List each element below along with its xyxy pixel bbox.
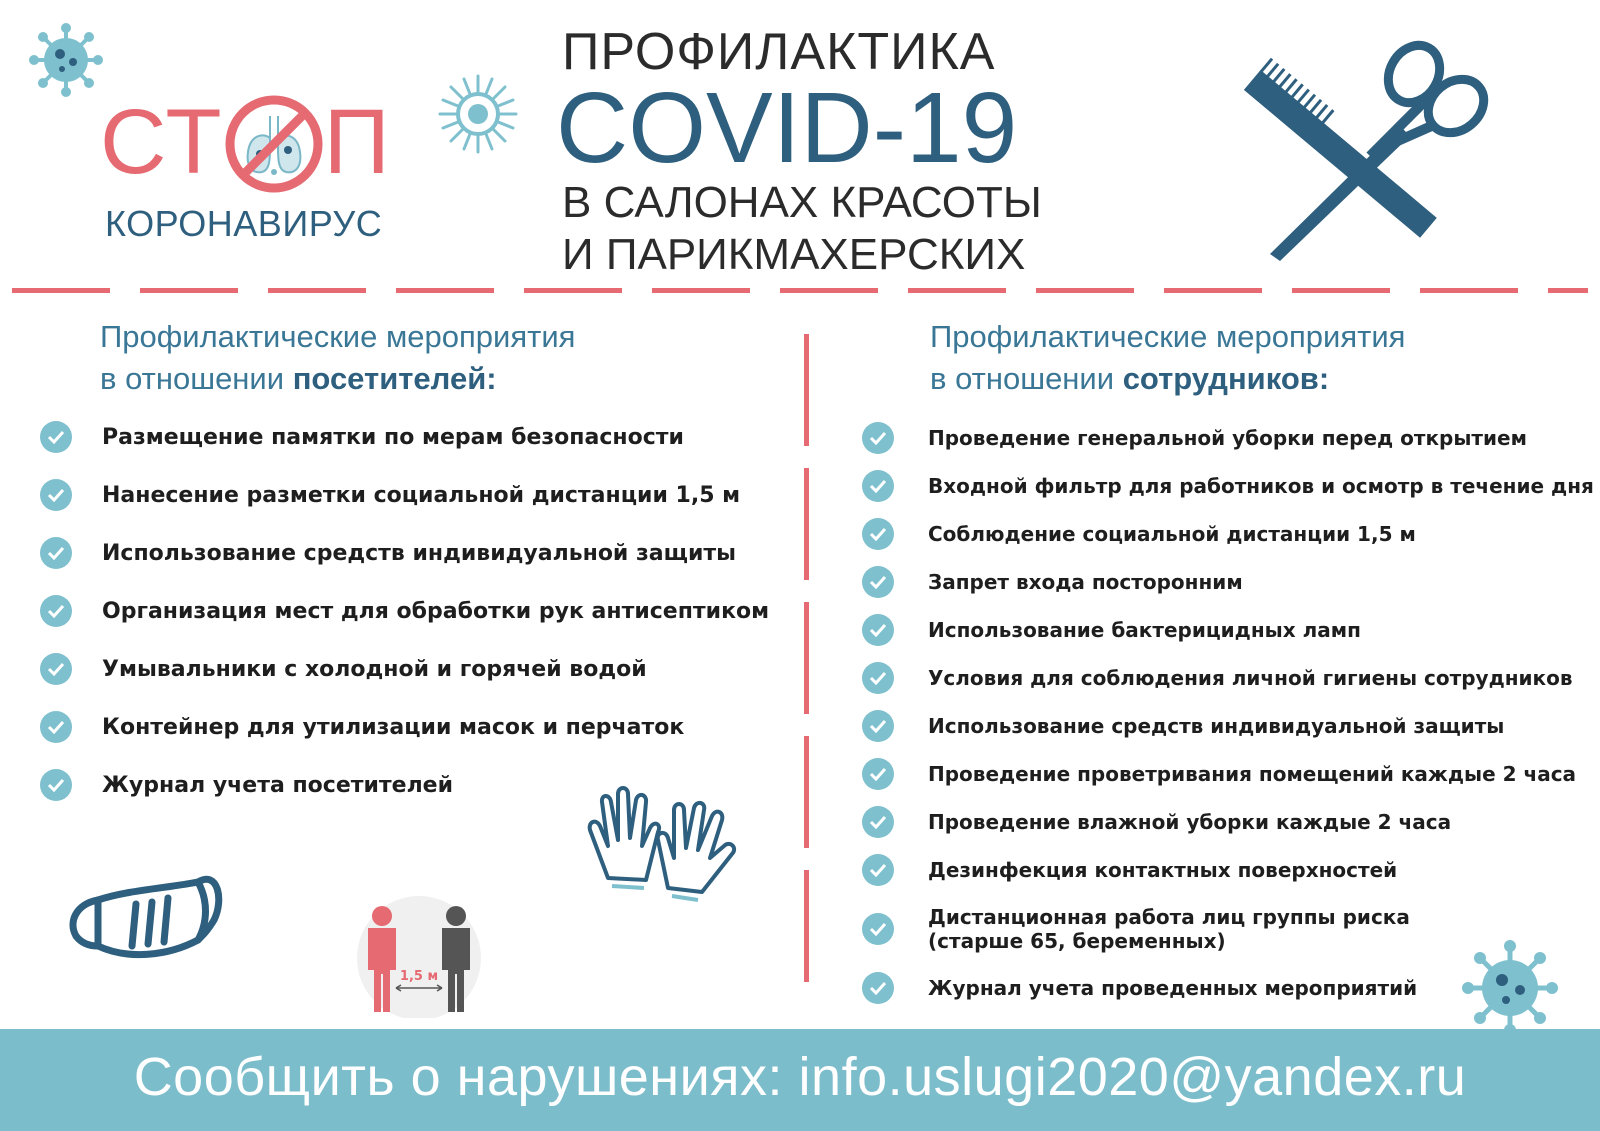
lungs-icon: [222, 92, 326, 196]
list-item-label: Проведение генеральной уборки перед открытием: [928, 426, 1527, 450]
check-icon: [862, 854, 894, 886]
visitors-heading: [100, 316, 575, 400]
title-line-4: И ПАРИКМАХЕРСКИХ: [562, 230, 1026, 279]
list-item-label-line2: (старше 65, беременных): [928, 929, 1226, 953]
visitors-list: [40, 408, 769, 814]
list-item-label: Организация мест для обработки рук антисептиком: [102, 598, 770, 624]
list-item: [862, 964, 1594, 1012]
list-item-label: Контейнер для утилизации масок и перчаток: [102, 714, 685, 740]
check-icon: [862, 913, 894, 945]
vertical-divider: [804, 334, 809, 994]
check-icon: [862, 710, 894, 742]
check-icon: [862, 758, 894, 790]
list-item-label: Размещение памятки по мерам безопасности: [102, 424, 684, 450]
list-item-label: Условия для соблюдения личной гигиены сотрудников: [928, 666, 1573, 690]
virus-icon: [436, 72, 520, 156]
scissors-icon: [1250, 36, 1490, 266]
list-item: [40, 408, 769, 466]
list-item: [40, 524, 769, 582]
employees-heading: [930, 316, 1405, 400]
check-icon: [862, 806, 894, 838]
list-item-label: Журнал учета проведенных мероприятий: [928, 976, 1418, 1000]
check-icon: [862, 566, 894, 598]
check-icon: [862, 614, 894, 646]
check-icon: [40, 421, 72, 453]
list-item-label: Нанесение разметки социальной дистанции 1,5 м: [102, 482, 741, 508]
mask-icon: [58, 860, 228, 970]
list-item: [40, 698, 769, 756]
list-item-label: Запрет входа посторонним: [928, 570, 1243, 594]
list-item: [862, 750, 1594, 798]
list-item-label: Проведение проветривания помещений каждые 2 часа: [928, 762, 1577, 786]
check-icon: [40, 537, 72, 569]
employees-heading-line2: [930, 358, 1405, 400]
list-item-label: Дезинфекция контактных поверхностей: [928, 858, 1398, 882]
list-item: [40, 640, 769, 698]
employees-heading-prefix: в отношении: [930, 361, 1123, 396]
list-item-label: Использование средств индивидуальной защиты: [928, 714, 1505, 738]
list-item: [862, 846, 1594, 894]
list-item: [862, 606, 1594, 654]
list-item: [862, 462, 1594, 510]
list-item-label: Использование бактерицидных ламп: [928, 618, 1361, 642]
stop-word-part1: СТ: [100, 91, 224, 193]
title-line-3: В САЛОНАХ КРАСОТЫ: [562, 178, 1042, 227]
visitors-heading-line1: Профилактические мероприятия: [100, 319, 576, 354]
stop-subtitle: КОРОНАВИРУС: [105, 203, 383, 244]
list-item-label: Входной фильтр для работников и осмотр в течение дня: [928, 474, 1594, 498]
list-item: [40, 582, 769, 640]
list-item: [862, 558, 1594, 606]
check-icon: [862, 422, 894, 454]
virus-icon: [28, 22, 104, 98]
distance-label: 1,5 м: [399, 969, 439, 984]
list-item-label: Соблюдение социальной дистанции 1,5 м: [928, 522, 1416, 546]
visitors-heading-bold: посетителей:: [292, 361, 497, 396]
list-item-label: Проведение влажной уборки каждые 2 часа: [928, 810, 1452, 834]
employees-heading-line1: Профилактические мероприятия: [930, 319, 1406, 354]
check-icon: [40, 595, 72, 627]
check-icon: [862, 518, 894, 550]
list-item: [862, 702, 1594, 750]
check-icon: [40, 653, 72, 685]
stop-word-part2: П: [323, 91, 392, 193]
list-item-label-line1: Дистанционная работа лиц группы риска: [928, 905, 1410, 929]
list-item: [40, 466, 769, 524]
check-icon: [862, 972, 894, 1004]
list-item-label: Использование средств индивидуальной защиты: [102, 540, 737, 566]
check-icon: [40, 769, 72, 801]
check-icon: [40, 479, 72, 511]
gloves-icon: [578, 782, 758, 912]
list-item: [862, 798, 1594, 846]
visitors-heading-prefix: в отношении: [100, 361, 293, 396]
list-item: [862, 894, 1594, 964]
check-icon: [862, 662, 894, 694]
employees-heading-bold: сотрудников:: [1122, 361, 1330, 396]
footer-contact: Сообщить о нарушениях: info.uslugi2020@yandex.ru: [133, 1047, 1467, 1107]
visitors-heading-line2: [100, 358, 575, 400]
list-item: [862, 654, 1594, 702]
title-line-1: ПРОФИЛАКТИКА: [562, 23, 996, 81]
employees-list: [862, 414, 1594, 1012]
title-covid: COVID-19: [556, 72, 1018, 184]
list-item-label: Журнал учета посетителей: [102, 772, 454, 798]
list-item-label: Умывальники с холодной и горячей водой: [102, 656, 647, 682]
people-distance-icon: [352, 894, 486, 1018]
check-icon: [862, 470, 894, 502]
horizontal-divider: [12, 288, 1588, 293]
list-item: [862, 414, 1594, 462]
list-item-label: [928, 905, 1410, 953]
list-item: [862, 510, 1594, 558]
check-icon: [40, 711, 72, 743]
